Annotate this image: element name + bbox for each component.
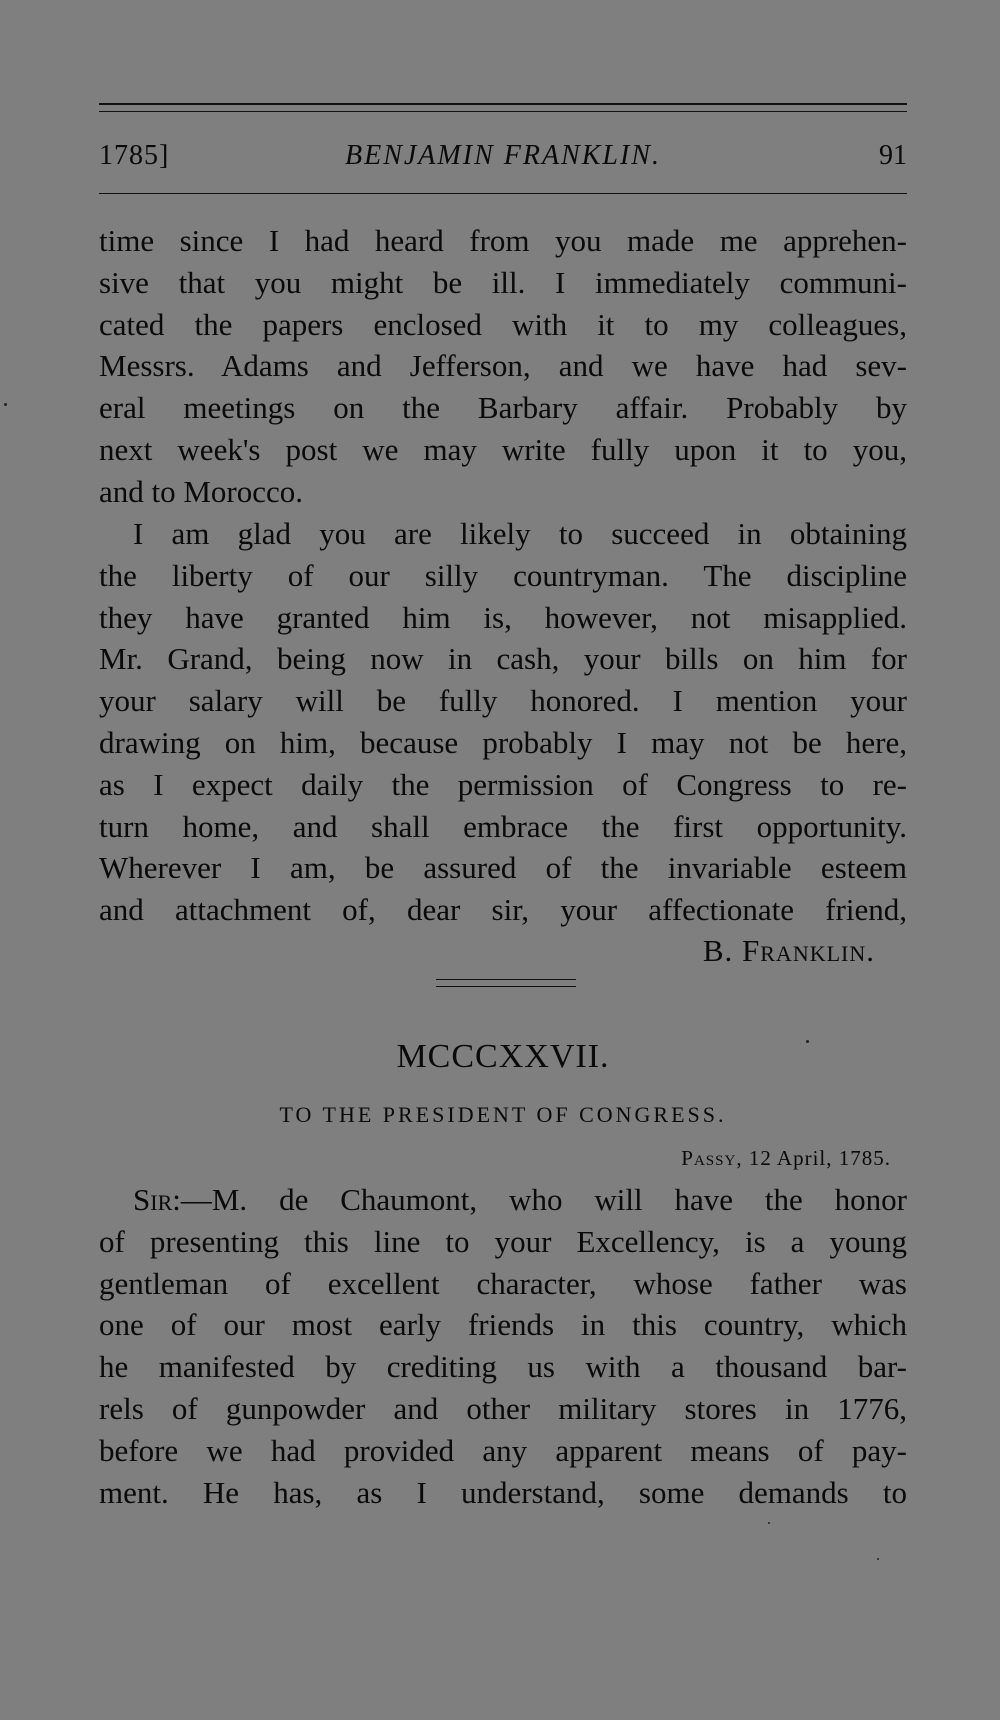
dateline bbox=[681, 1146, 891, 1171]
signature-initial: B. bbox=[702, 933, 734, 968]
text-line: next week's post we may write fully upon it to you, bbox=[99, 431, 907, 467]
scan-speck bbox=[4, 403, 7, 406]
scan-speck bbox=[768, 1522, 770, 1524]
text-line: cated the papers enclosed with it to my colleagues, bbox=[99, 306, 907, 342]
running-head-title: BENJAMIN FRANKLIN. bbox=[345, 140, 661, 171]
text-line-rest: :—M. de Chaumont, who will have the honor bbox=[172, 1182, 907, 1217]
text-line: I am glad you are likely to succeed in obtaining bbox=[133, 516, 907, 551]
book-page bbox=[99, 0, 907, 1720]
paragraph-continued bbox=[99, 220, 907, 513]
text-line: the liberty of our silly countryman. The discipline bbox=[99, 557, 907, 593]
dateline-place: Passy, bbox=[681, 1146, 743, 1170]
text-line: sive that you might be ill. I immediately communi- bbox=[99, 264, 907, 300]
text-line: of presenting this line to your Excellency, is a young bbox=[99, 1223, 907, 1259]
letter-number: MCCCXXVII. bbox=[396, 1038, 610, 1075]
text-line: Messrs. Adams and Jefferson, and we have had sev- bbox=[99, 348, 907, 384]
letter-addressee: TO THE PRESIDENT OF CONGRESS. bbox=[279, 1102, 727, 1127]
salutation: Sir bbox=[133, 1182, 173, 1217]
text-line: gentleman of excellent character, whose father was bbox=[99, 1265, 907, 1301]
text-line: drawing on him, because probably I may not be here, bbox=[99, 724, 907, 760]
signature bbox=[703, 930, 875, 971]
text-line: and to Morocco. bbox=[99, 473, 304, 509]
dateline-date: 12 April, 1785. bbox=[748, 1146, 891, 1170]
text-line: Mr. Grand, being now in cash, your bills on him for bbox=[99, 641, 907, 677]
running-head-year: 1785] bbox=[99, 140, 170, 171]
text-line: turn home, and shall embrace the first opportunity. bbox=[99, 808, 907, 844]
text-line: your salary will be fully honored. I mention your bbox=[99, 683, 907, 719]
text-line-with-salutation bbox=[99, 1179, 907, 1221]
text-line: he manifested by crediting us with a thousand bar- bbox=[99, 1349, 907, 1385]
running-head bbox=[99, 136, 907, 176]
text-line: Wherever I am, be assured of the invariable esteem bbox=[99, 850, 907, 886]
header-rule-top bbox=[99, 103, 907, 105]
text-line: time since I had heard from you made me apprehen- bbox=[99, 223, 907, 258]
header-rule-top-inner bbox=[99, 111, 907, 112]
text-line: they have granted him is, however, not misapplied. bbox=[99, 599, 907, 635]
section-divider-lower bbox=[436, 986, 576, 987]
text-line: eral meetings on the Barbary affair. Probably by bbox=[99, 390, 907, 426]
paragraph-second bbox=[99, 513, 907, 931]
paragraph-new-letter bbox=[99, 1179, 907, 1513]
text-line: rels of gunpowder and other military stores in 1776, bbox=[99, 1390, 907, 1426]
scan-speck bbox=[806, 1040, 809, 1043]
header-rule-bottom bbox=[99, 193, 907, 194]
scan-speck bbox=[877, 1558, 879, 1560]
section-divider bbox=[436, 979, 576, 980]
text-line: as I expect daily the permission of Congress to re- bbox=[99, 766, 907, 802]
page-number: 91 bbox=[879, 140, 907, 171]
text-line: before we had provided any apparent means of pay- bbox=[99, 1432, 907, 1468]
text-line: one of our most early friends in this country, which bbox=[99, 1307, 907, 1343]
text-line: and attachment of, dear sir, your affectionate friend, bbox=[99, 892, 907, 928]
signature-name: Franklin. bbox=[742, 933, 875, 968]
text-line: ment. He has, as I understand, some demands to bbox=[99, 1474, 907, 1510]
